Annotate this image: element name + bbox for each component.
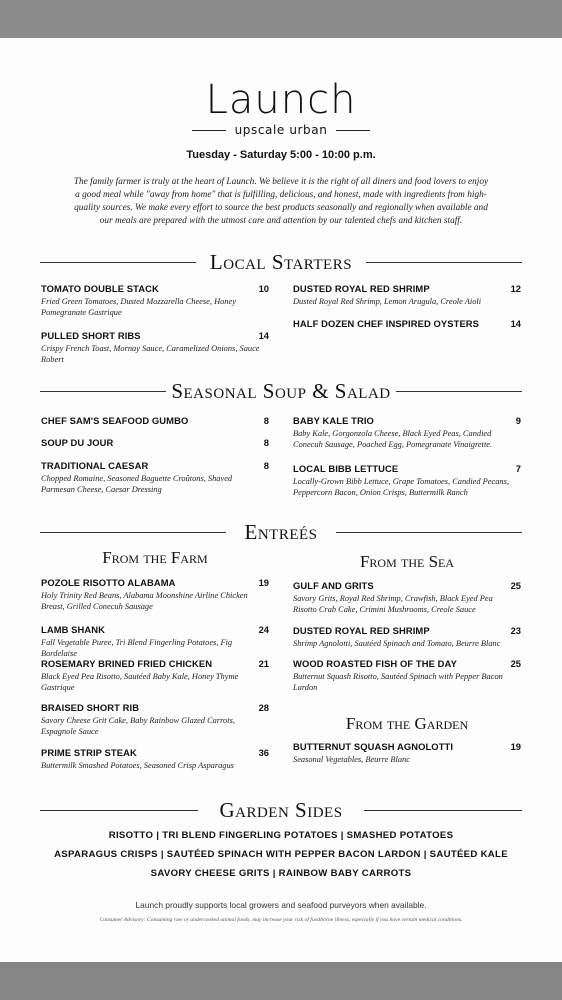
support-note: Launch proudly supports local growers and seafood purveyors when available. <box>135 900 427 910</box>
item-description: Dusted Royal Red Shrimp, Lemon Arugula, Creole Aioli <box>293 297 482 306</box>
item-name: TRADITIONAL CAESAR <box>41 460 149 471</box>
section-title: Entreés <box>244 520 318 544</box>
menu-item <box>41 283 269 318</box>
section-entrees <box>0 518 562 546</box>
item-description: Locally-Grown Bibb Lettuce, Grape Tomatoes, Candied Pecans, Peppercorn Bacon, Onion Crisps, Buttermilk Ranch <box>293 477 509 497</box>
section-soup-salad <box>0 377 562 405</box>
item-description: Chopped Romaine, Seasoned Baguette Croûtons, Shaved Parmesan Cheese, Caesar Dressing <box>41 474 233 494</box>
item-name: CHEF SAM'S SEAFOOD GUMBO <box>41 415 189 426</box>
item-description: Shrimp Agnolotti, Sautéed Spinach and Tomato, Beurre Blanc <box>293 639 501 648</box>
item-price: 24 <box>258 624 269 635</box>
item-description: Black Eyed Pea Risotto, Sautéed Baby Kale, Honey Thyme Gastrique <box>41 672 239 692</box>
menu-item <box>293 415 521 450</box>
item-description: Crispy French Toast, Mornay Sauce, Caramelized Onions, Sauce Robert <box>41 344 260 364</box>
tagline-rule-right <box>336 130 370 131</box>
menu-item <box>41 747 269 771</box>
menu-item <box>41 330 269 365</box>
item-name: PULLED SHORT RIBS <box>41 330 141 341</box>
item-description: Fall Vegetable Puree, Tri Blend Fingerling Potatoes, Fig Bordelaise <box>41 638 233 658</box>
item-price: 7 <box>515 463 521 474</box>
section-starters <box>0 248 562 276</box>
tagline: upscale urban <box>234 123 328 137</box>
sides-line-1: RISOTTO | TRI BLEND FINGERLING POTATOES | SMASHED POTATOES <box>108 830 454 841</box>
item-price: 14 <box>510 318 521 329</box>
item-description: Savory Grits, Royal Red Shrimp, Crawfish, Black Eyed Pea Risotto Crab Cake, Crimini Mushrooms, Creole Sauce <box>293 594 493 614</box>
subheading-farm: From the Farm <box>102 548 208 567</box>
rule-right <box>366 262 522 263</box>
logo: Launch <box>205 77 357 123</box>
menu-item <box>41 437 269 448</box>
item-price: 14 <box>258 330 269 341</box>
menu-item <box>41 702 269 737</box>
menu-item <box>41 460 269 495</box>
rule-right <box>364 810 522 811</box>
intro-text: The family farmer is truly at the heart of Launch. We believe it is the right of all diners and food lovers to enjoy a good meal while "away from home" that is fulfilling, delicious, and honest, made with ingredients from high-quality sources. We make every effort to source the best products seasonally and regionally when available and our meals are prepared with the utmost care and attention by our talented chefs and kitchen staff. <box>73 177 489 226</box>
item-price: 19 <box>510 741 521 752</box>
item-name: LAMB SHANK <box>41 624 106 635</box>
menu-item <box>293 580 521 615</box>
item-description: Butternut Squash Risotto, Sautéed Spinach with Pepper Bacon Lardon <box>293 672 503 692</box>
menu-item <box>41 415 269 426</box>
section-title: Seasonal Soup & Salad <box>171 379 391 403</box>
item-name: PRIME STRIP STEAK <box>41 747 137 758</box>
item-price: 8 <box>263 460 269 471</box>
menu-item <box>293 625 521 649</box>
tagline-row <box>0 122 562 138</box>
menu-item <box>293 283 521 307</box>
menu-item <box>293 318 521 329</box>
item-price: 21 <box>258 658 269 669</box>
item-price: 10 <box>258 283 269 294</box>
item-name: WOOD ROASTED FISH OF THE DAY <box>293 658 457 669</box>
menu-item <box>293 463 521 498</box>
menu-page <box>0 38 562 962</box>
item-price: 19 <box>258 577 269 588</box>
section-title: Garden Sides <box>219 798 343 822</box>
item-description: Holy Trinity Red Beans, Alabama Moonshine Airline Chicken Breast, Grilled Conecuh Sausage <box>41 591 248 611</box>
subheading-sea: From the Sea <box>359 552 455 571</box>
item-name: BABY KALE TRIO <box>293 415 374 426</box>
item-name: DUSTED ROYAL RED SHRIMP <box>293 625 430 636</box>
rule-right <box>396 391 522 392</box>
item-name: HALF DOZEN CHEF INSPIRED OYSTERS <box>293 318 480 329</box>
item-name: POZOLE RISOTTO ALABAMA <box>41 577 176 588</box>
item-price: 36 <box>258 747 269 758</box>
item-description: Fried Green Tomatoes, Dusted Mozzarella Cheese, Honey Pomegranate Gastrique <box>41 297 236 317</box>
item-description: Seasonal Vegetables, Beurre Blanc <box>293 755 410 764</box>
consumer-advisory: Consumer Advisory: Consuming raw or undercooked animal foods, may increase your risk of foodborne illness, especially if you have certain medical conditions. <box>99 917 463 923</box>
item-name: BRAISED SHORT RIB <box>41 702 140 713</box>
item-price: 28 <box>258 702 269 713</box>
section-sides <box>0 796 562 824</box>
item-price: 23 <box>510 625 521 636</box>
item-price: 8 <box>263 415 269 426</box>
menu-item <box>41 577 269 612</box>
item-name: BUTTERNUT SQUASH AGNOLOTTI <box>293 741 454 752</box>
item-price: 25 <box>510 658 521 669</box>
sides-line-2: ASPARAGUS CRISPS | SAUTÉED SPINACH WITH PEPPER BACON LARDON | SAUTÉED KALE <box>54 849 508 860</box>
section-title: Local Starters <box>209 250 353 274</box>
item-name: SOUP DU JOUR <box>41 437 114 448</box>
menu-item <box>293 658 521 693</box>
item-price: 8 <box>263 437 269 448</box>
item-description: Savory Cheese Grit Cake, Baby Rainbow Glazed Carrots, Espagnole Sauce <box>41 716 235 736</box>
item-description: Buttermilk Smashed Potatoes, Seasoned Crisp Asparagus <box>41 761 234 770</box>
bottom-border <box>0 962 562 1000</box>
sides-line-3: SAVORY CHEESE GRITS | RAINBOW BABY CARROTS <box>150 868 412 879</box>
hours: Tuesday - Saturday 5:00 - 10:00 p.m. <box>186 149 376 161</box>
top-border <box>0 0 562 38</box>
item-name: DUSTED ROYAL RED SHRIMP <box>293 283 430 294</box>
item-price: 12 <box>510 283 521 294</box>
item-name: TOMATO DOUBLE STACK <box>41 283 159 294</box>
item-name: GULF AND GRITS <box>293 580 374 591</box>
item-description: Baby Kale, Gorgonzola Cheese, Black Eyed Peas, Candied Conecuh Sausage, Poached Egg, Pomegranate Vinaigrette. <box>293 429 493 449</box>
item-name: LOCAL BIBB LETTUCE <box>293 463 399 474</box>
menu-item <box>41 658 269 693</box>
rule-right <box>336 532 522 533</box>
subheading-garden: From the Garden <box>345 714 469 733</box>
item-price: 25 <box>510 580 521 591</box>
item-price: 9 <box>515 415 521 426</box>
menu-item <box>41 624 269 659</box>
menu-item <box>293 741 521 765</box>
item-name: ROSEMARY BRINED FRIED CHICKEN <box>41 658 213 669</box>
